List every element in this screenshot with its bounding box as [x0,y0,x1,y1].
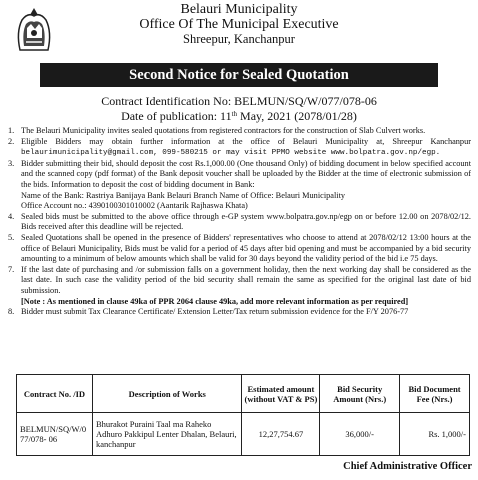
contract-identification: Contract Identification No: BELMUN/SQ/W/077/078-06 [101,94,377,108]
org-line-1: Belauri Municipality [180,2,298,17]
cell-estimated-amount: 12,27,754.67 [242,413,320,456]
table-header-row [17,375,470,413]
clause-2: 2. Eligible Bidders may obtain further information at the office of Belauri Municipality at, Shreepur Kanchanpur belaurimunicipality@gmail.com, 099-580215 or may visit PPMO website www.bolpatra.gov.np/egp. [8,136,471,158]
account-details: Office Account no.: 4390100301010002 (Aantarik Rajhaswa Khata) [21,201,248,211]
cell-contract-id: BELMUN/SQ/W/0 77/078- 06 [17,413,93,456]
table-row [17,413,470,456]
cell-description: Bhurakot Puraini Taal ma Raheko Adhuro Pakkipul Lenter Dhalan, Belauri, kanchanpur [92,413,241,456]
header-contract-id: Contract No. /ID [17,375,93,413]
header-description: Description of Works [92,375,241,413]
publication-date: Date of publication: 11th May, 2021 (2078/01/28) [121,109,357,123]
org-line-3: Shreepur, Kanchanpur [183,32,295,46]
signature-title: Chief Administrative Officer [343,461,472,472]
works-table [16,374,470,456]
clause-1: 1. The Belauri Municipality invites sealed quotations from registered contractors for the construction of Slab Culvert works. [8,126,426,135]
header-estimated-amount: Estimated amount (without VAT & PS) [242,375,320,413]
clause-8: 8. Bidder must submit Tax Clearance Certificate/ Extension Letter/Tax return submission evidence for the F/Y 2076-77 [8,307,409,317]
clause-3: 3. Bidder submitting their bid, should deposit the cost Rs.1,000.00 (One thousand Only) of bidding document in below specified account and the scanned copy (pdf format) of the Bank deposit voucher shall be uploaded by the Bidder at the time of electronic submission of the bids. Information to deposit the cost of bidding document in Bank: Name of the Bank: Rastriya Banijaya Bank Belauri Branch Name of Office: Belauri Municipality Office Account no.: 4390100301010002 (Aantarik Rajhaswa Khata) [8,158,471,211]
bank-details: Name of the Bank: Rastriya Banijaya Bank Belauri Branch Name of Office: Belauri Municipality [21,190,346,200]
notice-header [0,0,478,60]
clause-note: [Note : As mentioned in clause 49ka of PPR 2064 clause 49ka, add more relevant information as per required] [21,296,409,306]
clauses-list [5,126,471,318]
clause-7: 7. If the last date of purchasing and /or submission falls on a government holiday, then the next working day shall be considered as the last date. In such case the validity period of the bid security shall remain the same as specified for the original last date of bid submission. [8,264,471,295]
contract-info [0,94,478,124]
cell-bid-security: 36,000/- [320,413,400,456]
cell-document-fee: Rs. 1,000/- [400,413,470,456]
notice-title-banner: Second Notice for Sealed Quotation [40,63,438,87]
clause-5: 5. Sealed Quotations shall be opened in the presence of Bidders' representatives who choose to attend at 2078/02/12 13:00 hours at the office of Belauri Municipality, Bids must be valid for a period of 45 days after bid opening and must be accompanied by a bid security amounting to a minimum of below amounts which shall be valid for 30 days beyond the validity period of the bid i.e 75 days. [8,232,471,264]
clause-4: 4. Sealed bids must be submitted to the above office through e-GP system www.bolpatra.gov.np/egp on or before 12.00 on 2078/02/12. Bids received after this deadline will be rejected. [8,211,471,232]
organization-name [0,2,478,47]
header-document-fee: Bid Document Fee (Nrs.) [400,375,470,413]
header-bid-security: Bid Security Amount (Nrs.) [320,375,400,413]
org-line-2: Office Of The Municipal Executive [139,17,339,32]
